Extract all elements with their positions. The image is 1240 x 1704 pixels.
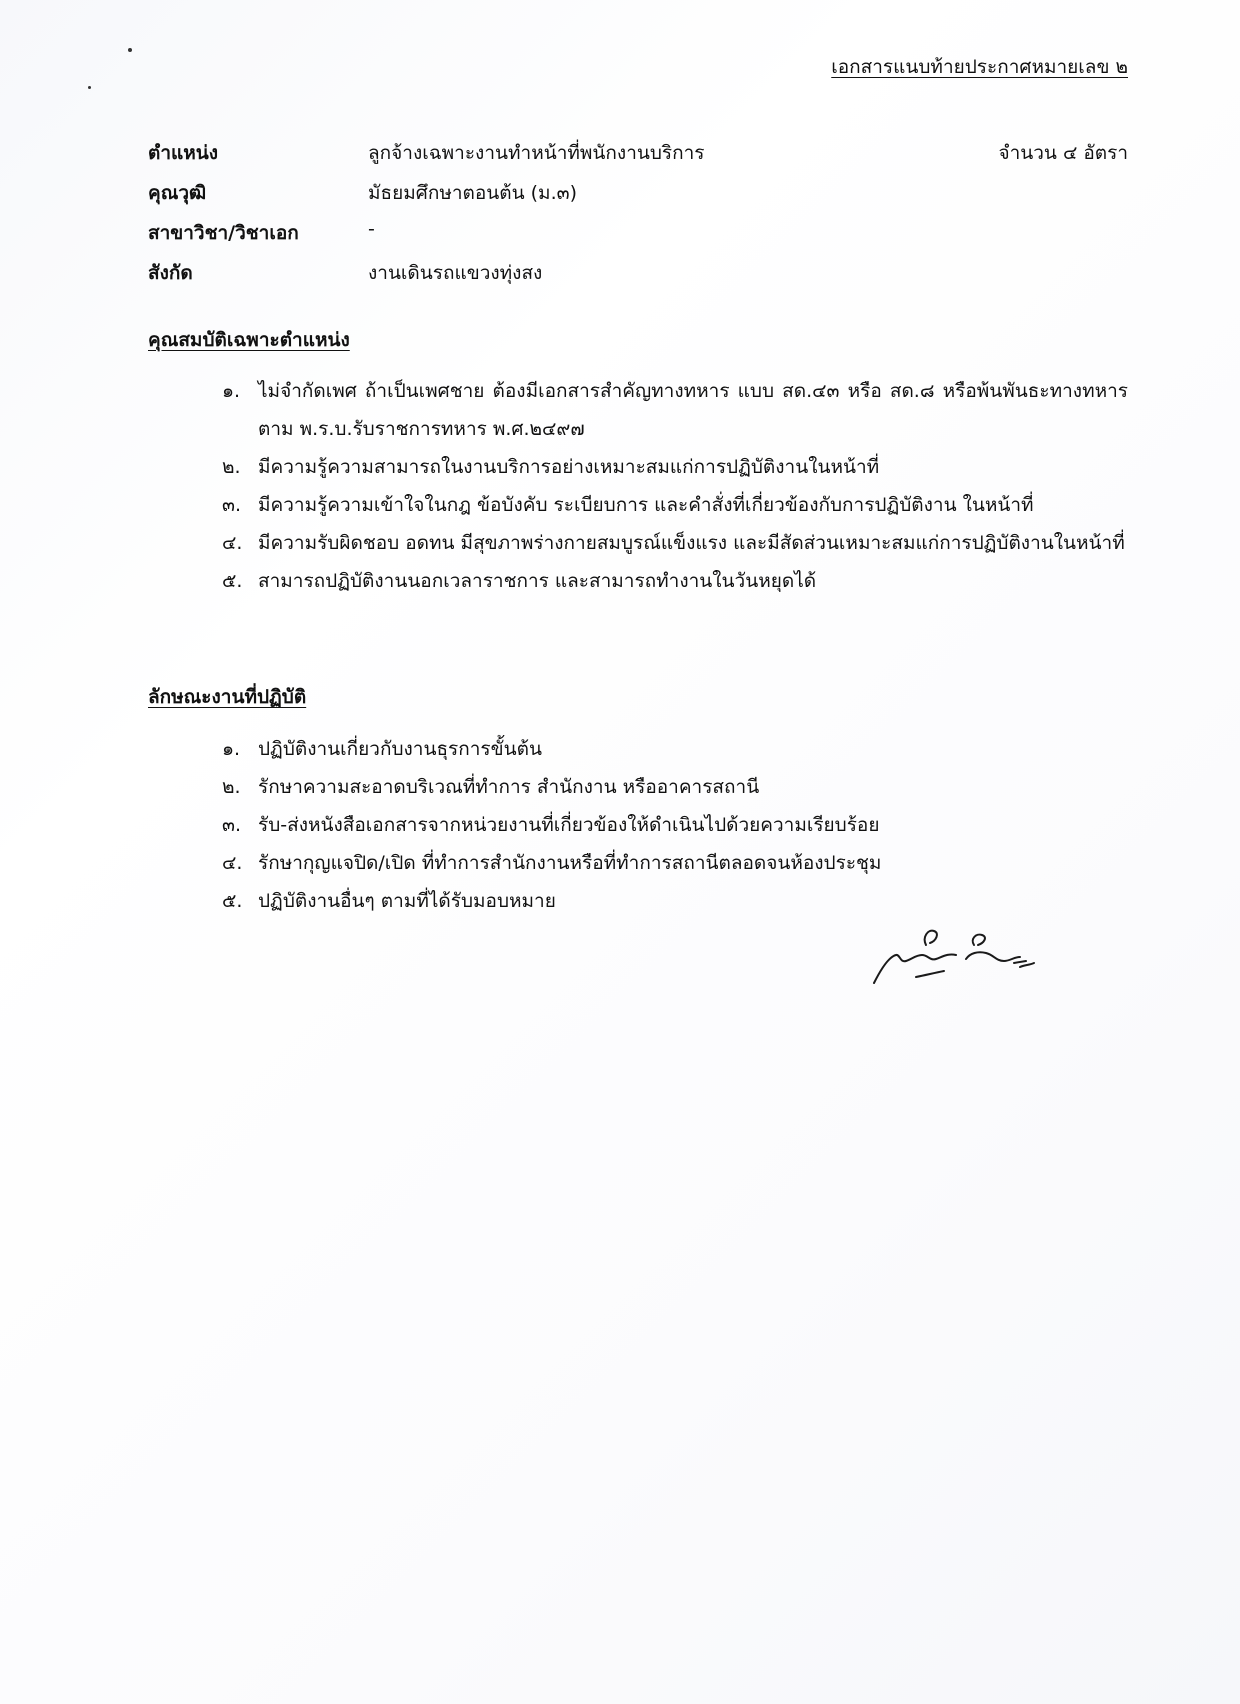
info-row-affiliation (148, 258, 1128, 298)
list-item (222, 562, 1128, 600)
item-text: มีความรู้ความสามารถในงานบริการอย่างเหมาะสมแก่การปฏิบัติงานในหน้าที่ (258, 456, 880, 478)
item-number: ๑. (222, 380, 241, 402)
qualifications-list (222, 372, 1128, 600)
item-number: ๔. (222, 532, 243, 554)
item-text: รับ-ส่งหนังสือเอกสารจากหน่วยงานที่เกี่ยวข้องให้ดำเนินไปด้วยความเรียบร้อย (258, 814, 880, 836)
position-count: จำนวน ๔ อัตรา (998, 142, 1128, 164)
duties-list (222, 730, 1128, 920)
item-text: รักษาความสะอาดบริเวณที่ทำการ สำนักงาน หรืออาคารสถานี (258, 776, 760, 798)
signature (870, 905, 1070, 995)
item-text: รักษากุญแจปิด/เปิด ที่ทำการสำนักงานหรือที่ทำการสถานีตลอดจนห้องประชุม (258, 852, 882, 874)
info-label: สาขาวิชา/วิชาเอก (148, 222, 299, 244)
item-number: ๑. (222, 738, 241, 760)
duties-heading: ลักษณะงานที่ปฏิบัติ (148, 686, 307, 708)
qualifications-heading: คุณสมบัติเฉพาะตำแหน่ง (148, 329, 350, 351)
info-value: ลูกจ้างเฉพาะงานทำหน้าที่พนักงานบริการ (368, 142, 705, 164)
list-item (222, 806, 1128, 844)
item-number: ๔. (222, 852, 243, 874)
scan-speck (88, 86, 91, 89)
item-text: ปฏิบัติงานอื่นๆ ตามที่ได้รับมอบหมาย (258, 890, 556, 912)
document-reference: เอกสารแนบท้ายประกาศหมายเลข ๒ (831, 56, 1128, 78)
item-number: ๕. (222, 570, 243, 592)
item-text: ไม่จำกัดเพศ ถ้าเป็นเพศชาย ต้องมีเอกสารสำคัญทางทหาร แบบ สด.๔๓ หรือ สด.๘ หรือพ้นพันธะทางทหารตาม พ.ร.บ.รับราชการทหาร พ.ศ.๒๔๙๗ (258, 380, 1128, 440)
list-item (222, 486, 1128, 524)
info-row-qualification (148, 178, 1128, 218)
scan-speck (128, 48, 132, 52)
list-item (222, 768, 1128, 806)
item-text: มีความรู้ความเข้าใจในกฎ ข้อบังคับ ระเบียบการ และคำสั่งที่เกี่ยวข้องกับการปฏิบัติงาน ในหน้าที่ (258, 494, 1034, 516)
position-info (148, 138, 1128, 298)
info-value: - (368, 218, 375, 240)
info-label: ตำแหน่ง (148, 142, 219, 164)
info-label: คุณวุฒิ (148, 182, 207, 204)
info-row-position (148, 138, 1128, 178)
list-item (222, 524, 1128, 562)
item-text: ปฏิบัติงานเกี่ยวกับงานธุรการขั้นต้น (258, 738, 542, 760)
list-item (222, 448, 1128, 486)
item-number: ๓. (222, 494, 242, 516)
item-number: ๒. (222, 456, 241, 478)
item-text: สามารถปฏิบัติงานนอกเวลาราชการ และสามารถทำงานในวันหยุดได้ (258, 570, 817, 592)
item-number: ๓. (222, 814, 242, 836)
list-item (222, 372, 1128, 448)
info-value: มัธยมศึกษาตอนต้น (ม.๓) (368, 182, 578, 204)
item-number: ๕. (222, 890, 243, 912)
item-number: ๒. (222, 776, 241, 798)
list-item (222, 844, 1128, 882)
info-value: งานเดินรถแขวงทุ่งสง (368, 262, 543, 284)
info-label: สังกัด (148, 262, 193, 284)
item-text: มีความรับผิดชอบ อดทน มีสุขภาพร่างกายสมบูรณ์แข็งแรง และมีสัดส่วนเหมาะสมแก่การปฏิบัติงานในหน้าที่ (258, 532, 1125, 554)
list-item (222, 730, 1128, 768)
info-row-major (148, 218, 1128, 258)
